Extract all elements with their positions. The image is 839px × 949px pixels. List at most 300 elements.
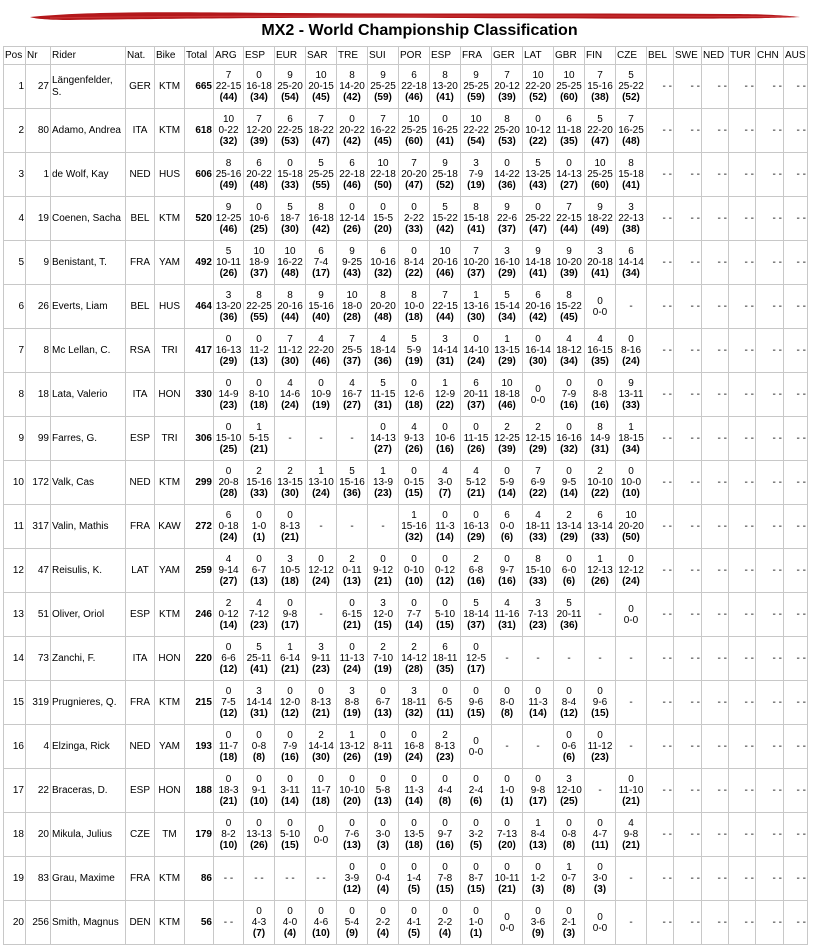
gp-points: 5 (287, 202, 293, 213)
round-total-points: (16) (281, 752, 299, 763)
gp-points: 0 (287, 686, 293, 697)
round-result-cell (523, 153, 554, 197)
round-result-cell (399, 417, 430, 461)
pos-cell: 19 (4, 857, 26, 901)
race-points: 7-9 (468, 169, 484, 180)
race-points: 15-16 (339, 477, 365, 488)
round-result-cell (554, 65, 585, 109)
round-total-points: (29) (529, 444, 547, 455)
round-result-cell (461, 681, 492, 725)
round-result-cell (492, 285, 523, 329)
gp-points: 0 (256, 378, 262, 389)
gp-points: 0 (597, 911, 603, 923)
race-points: 15-18 (277, 169, 303, 180)
round-empty-cell: - - (647, 329, 674, 373)
round-total-points: (55) (250, 312, 268, 323)
gp-points: 0 (504, 862, 510, 873)
round-empty-cell: - - (729, 65, 756, 109)
race-points: 1-2 (530, 873, 546, 884)
round-result-cell (430, 857, 461, 901)
race-points: 11-12 (587, 741, 613, 752)
gp-points: 2 (349, 554, 355, 565)
round-result-cell (214, 769, 244, 813)
race-points: 22-20 (308, 345, 334, 356)
round-result-cell (492, 417, 523, 461)
gp-points: 0 (411, 818, 417, 829)
round-empty-cell: - - (756, 549, 784, 593)
round-total-points: (13) (374, 796, 392, 807)
round-result-cell (275, 593, 306, 637)
gp-points: 9 (287, 70, 293, 81)
round-total-points: (41) (436, 92, 454, 103)
round-total-points: (35) (436, 664, 454, 675)
race-points: 0-12 (218, 609, 239, 620)
round-result-cell: - - (244, 857, 275, 901)
round-total-points: (18) (219, 752, 238, 763)
round-total-points: (32) (405, 708, 423, 719)
gp-points: 1 (473, 290, 479, 301)
table-row (4, 857, 808, 901)
round-total-points: (21) (219, 796, 238, 807)
race-points: 12-12 (308, 565, 334, 576)
round-result-cell (275, 241, 306, 285)
round-empty-cell: - - (674, 505, 702, 549)
round-result-cell (214, 725, 244, 769)
round-empty-cell: - - (702, 241, 729, 285)
round-total-points: (22) (591, 488, 609, 499)
round-result-cell: - (337, 505, 368, 549)
table-row (4, 285, 808, 329)
race-points: 7-6 (344, 829, 360, 840)
rider-name-cell: Grau, Maxime (51, 857, 126, 901)
round-total-points: (18) (405, 840, 423, 851)
round-result-cell (337, 725, 368, 769)
round-total-points: (32) (560, 444, 578, 455)
round-result-cell (554, 681, 585, 725)
race-points: 4-1 (406, 917, 422, 928)
round-result-cell (244, 593, 275, 637)
race-points: 7-8 (437, 873, 453, 884)
race-points: 14-20 (339, 81, 365, 92)
round-total-points: (30) (281, 224, 299, 235)
round-total-points: (19) (374, 752, 392, 763)
number-cell: 73 (26, 637, 51, 681)
gp-points: 1 (287, 642, 293, 653)
gp-points: 0 (287, 818, 293, 829)
round-total-points: (12) (281, 708, 299, 719)
round-empty-cell: - - (674, 285, 702, 329)
round-total-points: (17) (467, 664, 485, 675)
gp-points: 0 (566, 686, 572, 697)
race-points: 22-13 (618, 213, 644, 224)
race-points: 13-14 (587, 521, 613, 532)
round-result-cell (585, 329, 616, 373)
race-points: 13-10 (308, 477, 334, 488)
round-result-cell (214, 813, 244, 857)
round-result-cell (492, 593, 523, 637)
round-result-cell (616, 109, 647, 153)
gp-points: 0 (287, 598, 293, 609)
round-result-cell (306, 197, 337, 241)
gp-points: 0 (473, 510, 479, 521)
round-total-points: (31) (374, 400, 392, 411)
race-points: 14-9 (218, 389, 239, 400)
round-result-cell (430, 197, 461, 241)
race-points: 0-18 (218, 521, 239, 532)
gp-points: 10 (470, 114, 482, 125)
pos-cell: 17 (4, 769, 26, 813)
round-result-cell (275, 329, 306, 373)
table-row (4, 901, 808, 945)
round-result-cell (492, 461, 523, 505)
number-cell: 83 (26, 857, 51, 901)
round-result-cell (461, 725, 492, 769)
gp-points: 2 (318, 730, 324, 741)
round-empty-cell: - - (702, 769, 729, 813)
gp-points: 0 (256, 774, 262, 785)
race-points: 3-0 (592, 873, 608, 884)
round-result-cell (430, 813, 461, 857)
gp-points: 6 (504, 510, 510, 521)
gp-points: 3 (411, 686, 417, 697)
round-result-cell (430, 461, 461, 505)
race-points: 5-10 (434, 609, 455, 620)
bike-cell: HON (155, 637, 185, 681)
round-empty-cell: - - (674, 241, 702, 285)
round-result-cell (554, 329, 585, 373)
race-points: 12-25 (215, 213, 242, 224)
race-points: 25-5 (341, 345, 362, 356)
round-empty-cell: - - (674, 329, 702, 373)
round-total-points: (3) (562, 928, 576, 939)
number-cell: 172 (26, 461, 51, 505)
round-total-points: (29) (498, 356, 516, 367)
round-result-cell (616, 329, 647, 373)
gp-points: 5 (349, 466, 355, 477)
gp-points: 3 (256, 686, 262, 697)
gp-points: 0 (256, 818, 262, 829)
round-total-points: (25) (219, 444, 238, 455)
gp-points: 0 (628, 334, 634, 345)
gp-points: 0 (535, 202, 541, 213)
round-result-cell (585, 681, 616, 725)
race-points: 20-16 (525, 301, 551, 312)
round-total-points: (49) (591, 224, 609, 235)
column-header-round: SAR (306, 47, 337, 65)
race-points: 6-6 (221, 653, 236, 664)
round-empty-cell: - - (702, 109, 729, 153)
nation-cell: GER (126, 65, 155, 109)
gp-points: 0 (473, 862, 479, 873)
round-result-cell (399, 549, 430, 593)
classification-table (3, 46, 808, 945)
race-points: 15-5 (372, 213, 393, 224)
total-points-cell: 56 (185, 901, 214, 945)
race-points: 22-20 (525, 81, 551, 92)
round-result-cell (585, 285, 616, 329)
round-total-points: (15) (405, 488, 423, 499)
round-result-cell (523, 813, 554, 857)
gp-points: 0 (411, 598, 417, 609)
round-result-cell (275, 197, 306, 241)
round-empty-cell: - - (784, 813, 808, 857)
gp-points: 0 (473, 906, 479, 917)
column-header-round: CZE (616, 47, 647, 65)
round-result-cell (306, 813, 337, 857)
table-row (4, 373, 808, 417)
gp-points: 10 (346, 290, 358, 301)
round-result-cell (306, 681, 337, 725)
round-result-cell (399, 373, 430, 417)
round-total-points: (21) (281, 664, 299, 675)
gp-points: 8 (504, 114, 510, 125)
gp-points: 5 (473, 598, 479, 609)
gp-points: 8 (256, 290, 262, 301)
round-total-points: (7) (252, 928, 266, 939)
race-points: 20-16 (277, 301, 303, 312)
round-result-cell (492, 153, 523, 197)
round-result-cell (585, 813, 616, 857)
round-result-cell (214, 417, 244, 461)
race-points: 7-9 (282, 741, 298, 752)
round-total-points: (23) (312, 664, 330, 675)
round-total-points: (33) (591, 532, 609, 543)
pos-cell: 8 (4, 373, 26, 417)
gp-points: 0 (628, 603, 634, 615)
round-total-points: (29) (560, 532, 578, 543)
gp-points: 10 (253, 246, 265, 257)
table-row (4, 681, 808, 725)
number-cell: 19 (26, 197, 51, 241)
round-empty-cell: - - (729, 681, 756, 725)
round-empty-cell: - - (784, 681, 808, 725)
round-result-cell (337, 285, 368, 329)
round-total-points: (12) (343, 884, 361, 895)
round-total-points: (1) (252, 532, 266, 543)
race-points: 7-7 (406, 609, 422, 620)
round-result-cell (585, 241, 616, 285)
race-points: 9-7 (437, 829, 453, 840)
round-result-cell (492, 901, 523, 945)
table-row (4, 109, 808, 153)
round-result-cell (461, 285, 492, 329)
round-result-cell (214, 285, 244, 329)
race-points: 13-12 (339, 741, 365, 752)
round-result-cell (523, 285, 554, 329)
round-result-cell (616, 505, 647, 549)
bike-cell: TRI (155, 417, 185, 461)
round-result-cell: - (585, 593, 616, 637)
round-result-cell (275, 109, 306, 153)
gp-points: 0 (349, 906, 355, 917)
gp-points: 10 (408, 114, 420, 125)
nation-cell: ITA (126, 373, 155, 417)
round-result-cell (554, 857, 585, 901)
race-points: 12-20 (246, 125, 272, 136)
gp-points: 6 (225, 510, 232, 521)
round-result-cell (337, 241, 368, 285)
round-total-points: (45) (560, 312, 578, 323)
round-total-points: (28) (405, 664, 423, 675)
gp-points: 0 (380, 554, 386, 565)
round-result-cell: - (616, 901, 647, 945)
total-points-cell: 259 (185, 549, 214, 593)
gp-points: 8 (287, 290, 293, 301)
round-result-cell (244, 681, 275, 725)
gp-points: 1 (566, 862, 572, 873)
round-result-cell (585, 857, 616, 901)
gp-points: 4 (411, 422, 417, 433)
round-result-cell (275, 153, 306, 197)
race-points: 20-11 (463, 389, 489, 400)
round-total-points: (52) (436, 180, 454, 191)
race-points: 13-9 (372, 477, 393, 488)
round-total-points: (10) (219, 840, 238, 851)
gp-points: 4 (380, 334, 386, 345)
round-result-cell (430, 373, 461, 417)
round-empty-cell: - - (756, 153, 784, 197)
round-result-cell (616, 197, 647, 241)
gp-points: 4 (442, 466, 448, 477)
gp-points: 0 (566, 378, 572, 389)
race-points: 8-13 (434, 741, 455, 752)
round-empty-cell: - - (784, 329, 808, 373)
table-row (4, 813, 808, 857)
gp-points: 0 (597, 818, 603, 829)
pos-cell: 18 (4, 813, 26, 857)
round-result-cell (337, 593, 368, 637)
round-empty-cell: - - (702, 505, 729, 549)
race-points: 20-20 (401, 169, 427, 180)
round-total-points: (23) (529, 620, 547, 631)
round-empty-cell: - - (702, 593, 729, 637)
round-total-points: (25) (560, 796, 578, 807)
round-total-points: (27) (374, 444, 392, 455)
round-result-cell (585, 725, 616, 769)
round-empty-cell: - - (729, 285, 756, 329)
round-total-points: (20) (374, 224, 392, 235)
gp-points: 0 (411, 378, 417, 389)
round-total-points: (27) (560, 180, 578, 191)
round-result-cell (214, 461, 244, 505)
round-result-cell (585, 153, 616, 197)
round-empty-cell: - - (674, 109, 702, 153)
round-total-points: (18) (312, 796, 330, 807)
round-result-cell (337, 769, 368, 813)
round-empty-cell: - - (784, 593, 808, 637)
round-empty-cell: - - (674, 637, 702, 681)
race-points: 25-25 (308, 169, 334, 180)
round-total-points: (14) (405, 620, 423, 631)
race-points: 8-8 (344, 697, 360, 708)
round-result-cell (523, 549, 554, 593)
round-result-cell (275, 637, 306, 681)
round-result-cell (585, 109, 616, 153)
round-total-points: (47) (529, 224, 547, 235)
bike-cell: KTM (155, 109, 185, 153)
round-result-cell (523, 417, 554, 461)
round-empty-cell: - - (674, 681, 702, 725)
round-total-points: (3) (593, 884, 607, 895)
race-points: 16-22 (370, 125, 396, 136)
round-result-cell (616, 769, 647, 813)
rider-name-cell: Zanchi, F. (51, 637, 126, 681)
race-points: 18-18 (494, 389, 520, 400)
round-empty-cell: - - (647, 725, 674, 769)
round-total-points: (34) (250, 92, 268, 103)
total-points-cell: 520 (185, 197, 214, 241)
pos-cell: 20 (4, 901, 26, 945)
total-points-cell: 215 (185, 681, 214, 725)
race-points: 14-10 (463, 345, 489, 356)
round-total-points: (30) (281, 356, 299, 367)
rider-name-cell: Mc Lellan, C. (51, 329, 126, 373)
race-points: 9-14 (218, 565, 239, 576)
race-points: 25-16 (215, 169, 242, 180)
column-header-round: SUI (368, 47, 399, 65)
nation-cell: BEL (126, 197, 155, 241)
gp-points: 0 (349, 598, 355, 609)
round-total-points: (48) (622, 136, 640, 147)
race-points: 25-25 (556, 81, 582, 92)
gp-points: 6 (411, 70, 417, 81)
rider-name-cell: Lata, Valerio (51, 373, 126, 417)
gp-points: 0 (442, 510, 448, 521)
race-points: 3-9 (344, 873, 360, 884)
round-result-cell: - - (306, 857, 337, 901)
round-result-cell: - (585, 637, 616, 681)
gp-points: 0 (225, 466, 232, 477)
race-points: 8-14 (403, 257, 424, 268)
gp-points: 8 (318, 202, 324, 213)
round-total-points: (33) (250, 488, 268, 499)
pos-cell: 15 (4, 681, 26, 725)
number-cell: 8 (26, 329, 51, 373)
gp-points: 8 (411, 290, 417, 301)
round-total-points: (24) (281, 400, 299, 411)
round-empty-cell: - - (647, 109, 674, 153)
race-points: 16-8 (403, 741, 424, 752)
race-points: 20-11 (556, 609, 582, 620)
round-result-cell (214, 109, 244, 153)
round-total-points: (6) (500, 532, 514, 543)
race-points: 8-0 (499, 697, 515, 708)
round-total-points: (36) (498, 180, 516, 191)
race-points: 13-16 (463, 301, 489, 312)
round-total-points: (15) (374, 620, 392, 631)
total-points-cell: 306 (185, 417, 214, 461)
round-result-cell (461, 417, 492, 461)
round-result-cell (523, 241, 554, 285)
gp-points: 0 (225, 818, 232, 829)
round-result-cell (368, 461, 399, 505)
round-total-points: (52) (622, 92, 640, 103)
race-points: 6-9 (530, 477, 546, 488)
round-result-cell (554, 285, 585, 329)
round-result-cell (399, 197, 430, 241)
bike-cell: TRI (155, 329, 185, 373)
round-total-points: (15) (436, 620, 454, 631)
round-total-points: (13) (374, 708, 392, 719)
round-result-cell (523, 769, 554, 813)
race-points: 18-7 (279, 213, 300, 224)
gp-points: 1 (442, 378, 448, 389)
race-points: 9-25 (341, 257, 362, 268)
gp-points: 0 (287, 730, 293, 741)
round-result-cell (461, 329, 492, 373)
round-total-points: (59) (467, 92, 485, 103)
round-total-points: (46) (312, 356, 330, 367)
